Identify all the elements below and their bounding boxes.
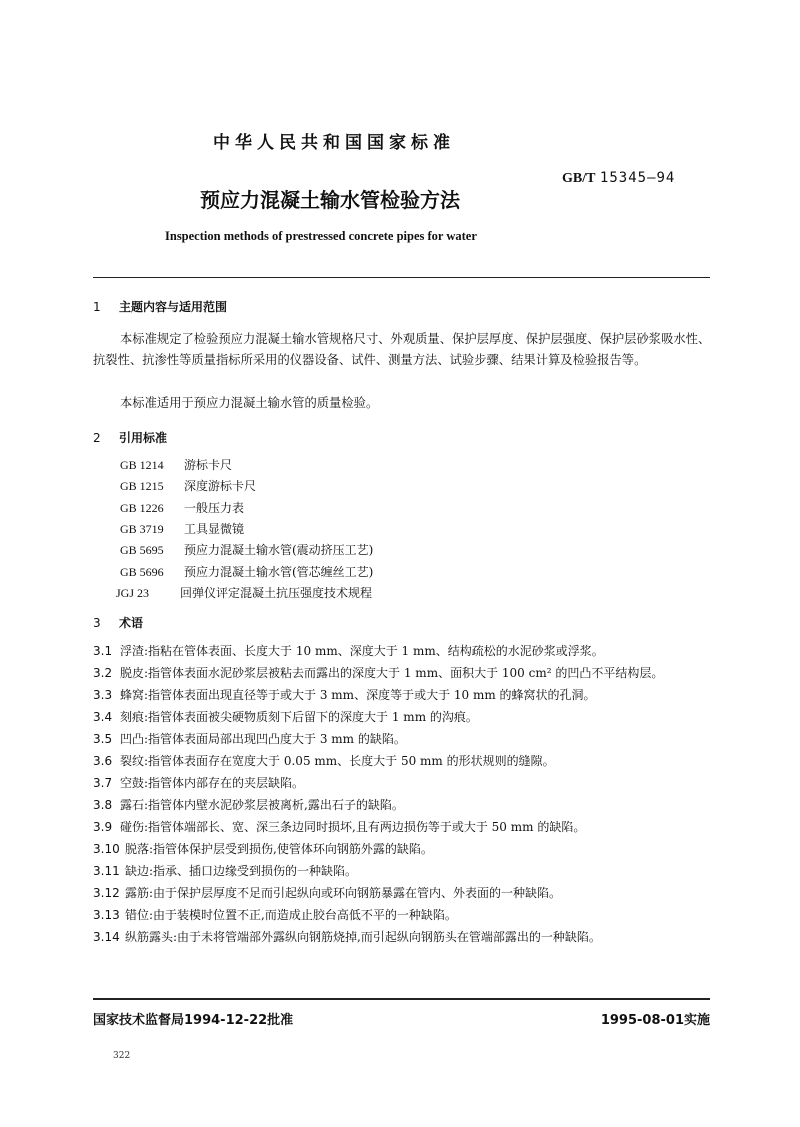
reference-item xyxy=(120,477,256,494)
reference-item xyxy=(120,520,244,537)
reference-name: 游标卡尺 xyxy=(184,458,233,472)
term-number: 3.2 xyxy=(93,666,113,680)
term-text: 凹凸:指管体表面局部出现凹凸度大于 3 mm 的缺陷。 xyxy=(120,732,406,746)
term-number: 3.4 xyxy=(93,710,113,724)
term-text: 空鼓:指管体内部存在的夹层缺陷。 xyxy=(120,776,305,790)
reference-code: GB 1215 xyxy=(120,479,164,494)
term-item xyxy=(93,684,713,706)
term-text: 露石:指管体内壁水泥砂浆层被离析,露出石子的缺陷。 xyxy=(120,798,404,812)
reference-name: 深度游标卡尺 xyxy=(184,479,257,494)
term-number: 3.3 xyxy=(93,688,113,702)
section-title: 引用标准 xyxy=(119,431,168,445)
reference-name: 预应力混凝土输水管(管芯缠丝工艺) xyxy=(184,564,374,579)
paragraph: 本标准适用于预应力混凝土输水管的质量检验。 xyxy=(120,396,379,410)
term-text: 碰伤:指管体端部长、宽、深三条边同时损坏,且有两边损伤等于或大于 50 mm 的缺陷。 xyxy=(120,820,586,834)
term-text: 纵筋露头:由于未将管端部外露纵向钢筋烧掉,而引起纵向钢筋头在管端部露出的一种缺陷。 xyxy=(125,930,601,944)
reference-name: 回弹仪评定混凝土抗压强度技术规程 xyxy=(180,585,373,600)
terms-list xyxy=(93,640,713,948)
term-item xyxy=(93,750,713,772)
section-number: 2 xyxy=(93,431,101,445)
section-title: 主题内容与适用范围 xyxy=(119,300,228,314)
section-3-heading xyxy=(93,614,143,631)
term-text: 裂纹:指管体表面存在宽度大于 0.05 mm、长度大于 50 mm 的形状规则的缝隙。 xyxy=(120,754,555,768)
reference-code: JGJ 23 xyxy=(116,585,150,600)
term-text: 浮渣:指粘在管体表面、长度大于 10 mm、深度大于 1 mm、结构疏松的水泥砂浆或浮浆。 xyxy=(120,644,604,658)
reference-name: 工具显微镜 xyxy=(184,521,245,536)
approval-date: 国家技术监督局1994-12-22批准 xyxy=(93,1013,294,1028)
term-text: 缺边:指承、插口边缘受到损伤的一种缺陷。 xyxy=(125,864,358,878)
term-item xyxy=(93,728,713,750)
section-title: 术语 xyxy=(119,616,144,630)
term-number: 3.1 xyxy=(93,644,113,658)
reference-item xyxy=(120,456,232,473)
term-item xyxy=(93,640,713,662)
term-text: 露筋:由于保护层厚度不足而引起纵向或环向钢筋暴露在管内、外表面的一种缺陷。 xyxy=(125,886,562,900)
paragraph: 本标准规定了检验预应力混凝土输水管规格尺寸、外观质量、保护层厚度、保护层强度、保护层砂浆吸水性、抗裂性、抗渗性等质量指标所采用的仪器设备、试件、测量方法、试验步骤、结果计算及检验报告等。 xyxy=(93,332,711,367)
reference-name: 预应力混凝土输水管(震动挤压工艺) xyxy=(184,543,374,558)
term-number: 3.12 xyxy=(93,886,120,900)
term-item xyxy=(93,816,713,838)
header-divider xyxy=(93,277,710,278)
page-title: 预应力混凝土输水管检验方法 xyxy=(200,188,460,212)
term-number: 3.10 xyxy=(93,842,120,856)
section-number: 1 xyxy=(93,300,101,314)
term-text: 错位:由于装模时位置不正,而造成止胶台高低不平的一种缺陷。 xyxy=(125,908,457,922)
term-number: 3.13 xyxy=(93,908,120,922)
reference-code: GB 5696 xyxy=(120,564,164,579)
term-item xyxy=(93,662,713,684)
term-text: 脱皮:指管体表面水泥砂浆层被粘去而露出的深度大于 1 mm、面积大于 100 cm² 的凹凸不平结构层。 xyxy=(120,666,664,680)
english-title: Inspection methods of prestressed concrete pipes for water xyxy=(165,229,477,243)
section-1-heading xyxy=(93,298,227,315)
reference-code: GB 1226 xyxy=(120,500,164,515)
term-number: 3.8 xyxy=(93,798,113,812)
reference-item xyxy=(120,563,373,580)
code-prefix: GB/T xyxy=(562,171,596,186)
reference-name: 一般压力表 xyxy=(184,500,245,515)
term-text: 蜂窝:指管体表面出现直径等于或大于 3 mm、深度等于或大于 10 mm 的蜂窝状的孔洞。 xyxy=(120,688,596,702)
term-text: 脱落:指管体保护层受到损伤,使管体环向钢筋外露的缺陷。 xyxy=(125,842,433,856)
term-item xyxy=(93,926,713,948)
reference-code: GB 3719 xyxy=(120,521,164,536)
section-number: 3 xyxy=(93,616,101,630)
term-item xyxy=(93,794,713,816)
effective-date: 1995-08-01实施 xyxy=(600,1013,710,1028)
term-item xyxy=(93,860,713,882)
standard-code xyxy=(562,170,675,187)
reference-item xyxy=(120,541,373,558)
term-item xyxy=(93,882,713,904)
term-number: 3.6 xyxy=(93,754,113,768)
footer-divider xyxy=(93,998,710,1000)
page-number: 322 xyxy=(113,1051,131,1061)
term-number: 3.7 xyxy=(93,776,113,790)
section-2-heading xyxy=(93,429,167,446)
term-number: 3.5 xyxy=(93,732,113,746)
reference-item xyxy=(116,584,372,601)
term-item xyxy=(93,706,713,728)
standard-type: 中华人民共和国国家标准 xyxy=(213,133,455,153)
reference-code: GB 5695 xyxy=(120,543,164,558)
reference-item xyxy=(120,499,244,516)
reference-code: GB 1214 xyxy=(120,458,164,472)
term-text: 刻痕:指管体表面被尖硬物质刻下后留下的深度大于 1 mm 的沟痕。 xyxy=(120,710,478,724)
term-item xyxy=(93,904,713,926)
term-number: 3.9 xyxy=(93,820,113,834)
term-number: 3.11 xyxy=(93,864,120,878)
code-number: 15345—94 xyxy=(599,170,676,186)
term-item xyxy=(93,772,713,794)
term-item xyxy=(93,838,713,860)
term-number: 3.14 xyxy=(93,930,120,944)
